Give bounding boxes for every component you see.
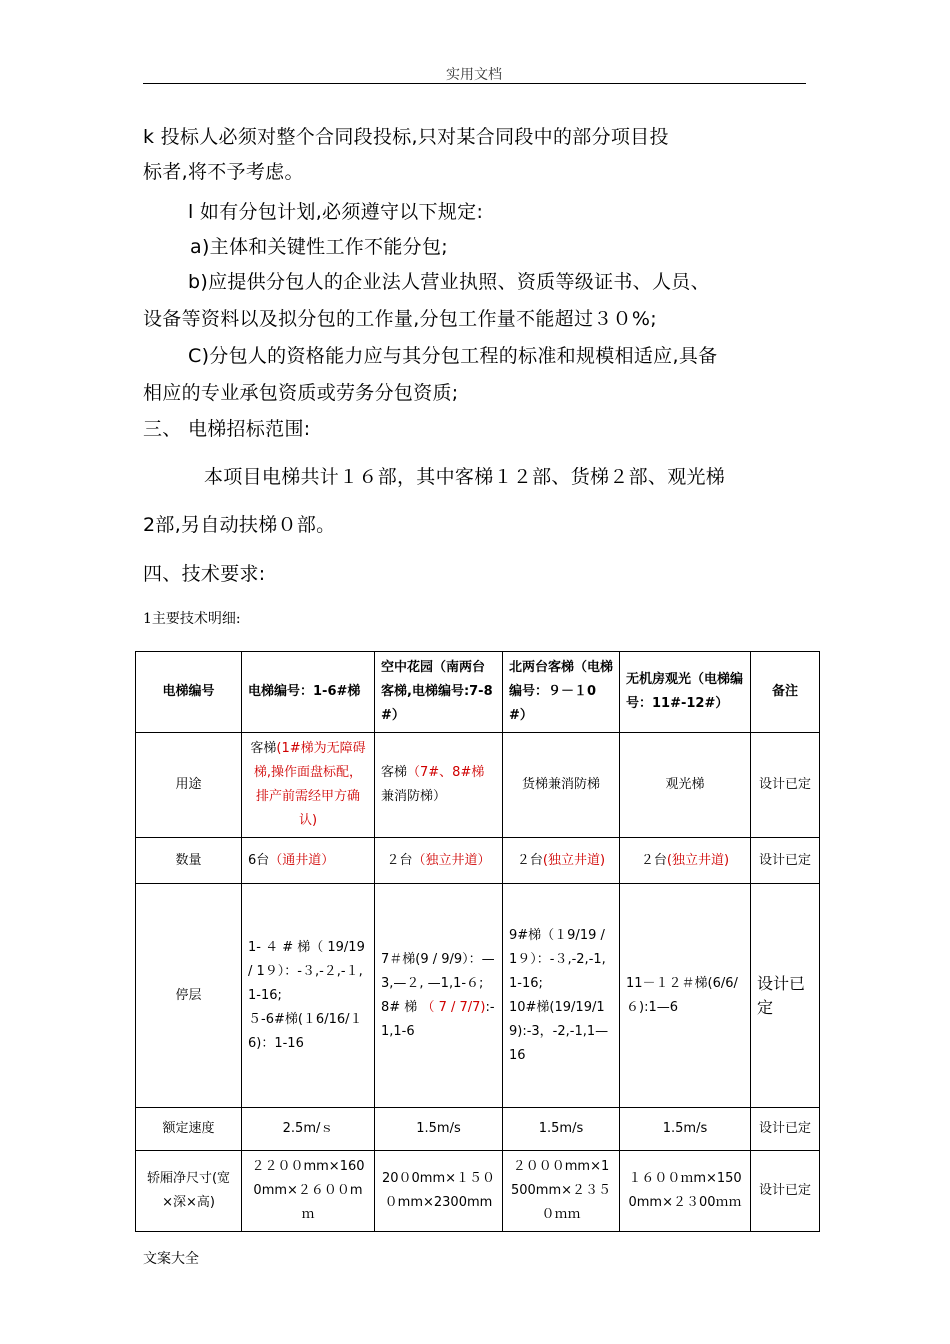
header-cell: 无机房观光（电梯编号：11#-12#）: [620, 652, 751, 733]
paragraph-scope-line1: 本项目电梯共计１６部，其中客梯１２部、货梯２部、观光梯: [204, 466, 726, 488]
table-row-stops: [136, 884, 820, 1108]
paragraph-k-line2: 标者,将不予考虑。: [143, 161, 304, 183]
table-cell: 观光梯: [620, 733, 751, 838]
cell-red-note: （ 7 / 7/7): [421, 999, 486, 1015]
paragraph-l: l 如有分包计划,必须遵守以下规定:: [188, 201, 484, 223]
table-row-qty: [136, 838, 820, 884]
table-cell: 20０0mm×１５００mm×2300mm: [375, 1151, 503, 1232]
page-footer: 文案大全: [143, 1251, 199, 1267]
table-cell: [375, 838, 503, 884]
cell-red-note: (独立井道): [542, 852, 606, 868]
row-label: 用途: [136, 733, 242, 838]
table-cell: [242, 733, 375, 838]
paragraph-c-line2: 相应的专业承包资质或劳务分包资质;: [143, 382, 459, 404]
cell-text: 8# 梯: [381, 999, 422, 1015]
table-cell: 9#梯（１9/19 / 1９）：-３,-2,-1,1-16; 10#梯(19/19/19):-3，-2,-1,1—16: [503, 884, 620, 1108]
table-cell: [242, 838, 375, 884]
table-cell: 货梯兼消防梯: [503, 733, 620, 838]
page-header: 实用文档: [446, 67, 502, 83]
table-cell: ２０００mm×1500mm×２３５０ｍｍ: [503, 1151, 620, 1232]
row-label: 停层: [136, 884, 242, 1108]
cell-text: 客梯: [381, 765, 408, 780]
header-cell: 备注: [751, 652, 820, 733]
header-cell: 电梯编号: [136, 652, 242, 733]
row-label: 轿厢净尺寸(宽×深×高): [136, 1151, 242, 1232]
table-cell: １６００ｍm×1500mm×２３00ｍｍ: [620, 1151, 751, 1232]
table-cell: [375, 733, 503, 838]
table-cell: 1.5m/s: [503, 1108, 620, 1151]
table-cell-note: 设计已定: [751, 1108, 820, 1151]
section-heading-4: 四、技术要求:: [143, 563, 266, 585]
cell-red-note: (1#梯为无障碍梯,操作面盘标配，排产前需经甲方确认): [253, 741, 366, 828]
table-cell-note: 设计已定: [751, 1151, 820, 1232]
paragraph-scope-line2: 2部,另自动扶梯０部。: [143, 514, 336, 536]
table-cell: 11－１２＃梯(6/6/６):1—6: [620, 884, 751, 1108]
table-cell: ２２００mm×1600mm×２６００mｍ: [242, 1151, 375, 1232]
paragraph-b-line1: b)应提供分包人的企业法人营业执照、资质等级证书、人员、: [188, 271, 710, 293]
table-cell-note: 设计已定: [751, 838, 820, 884]
cell-text: :-1,1-6: [381, 999, 495, 1039]
table-cell: [620, 838, 751, 884]
table-row-cabin: [136, 1151, 820, 1232]
table-cell-note: 设计已定: [751, 733, 820, 838]
table-cell: 2.5m/ｓ: [242, 1108, 375, 1151]
cell-text: ２台: [516, 852, 543, 868]
table-cell: 1- ４ # 梯（ 19/19 / 1９）：-３,-２,-１,1-16; ５-6#梯(１6/16/１6)：1-16: [242, 884, 375, 1108]
cell-red-note: (独立井道): [666, 852, 730, 868]
table-cell: [375, 884, 503, 1108]
table-row-speed: [136, 1108, 820, 1151]
cell-red-note: （7#、8#梯: [407, 765, 485, 780]
row-label: 数量: [136, 838, 242, 884]
cell-text: ２台: [386, 852, 413, 868]
cell-text: 7＃梯(9 / 9/9）：—3,—２, —1,1-６;: [381, 951, 495, 991]
header-divider: [143, 83, 806, 84]
cell-text: ２台: [640, 852, 667, 868]
table-header-row: [136, 652, 820, 733]
table-cell: 1.5m/s: [620, 1108, 751, 1151]
table-cell: 1.5m/s: [375, 1108, 503, 1151]
table-cell: [503, 838, 620, 884]
table-cell-note: 设计已定: [751, 884, 820, 1108]
paragraph-c-line1: C)分包人的资格能力应与其分包工程的标准和规模相适应,具备: [188, 345, 718, 367]
cell-text: 6台: [248, 852, 270, 868]
table-row-use: [136, 733, 820, 838]
cell-text: 兼消防梯）: [381, 789, 447, 804]
header-cell: 电梯编号：1-6#梯: [242, 652, 375, 733]
spec-table: [135, 651, 820, 1232]
header-cell: 北两台客梯（电梯编号：９－１0#）: [503, 652, 620, 733]
header-cell: 空中花园（南两台客梯,电梯编号:7-8#）: [375, 652, 503, 733]
table-caption: 1主要技术明细:: [143, 611, 241, 627]
row-label: 额定速度: [136, 1108, 242, 1151]
paragraph-a: a)主体和关键性工作不能分包;: [190, 236, 448, 258]
cell-red-note: （独立井道）: [412, 852, 491, 868]
section-heading-3: 三、 电梯招标范围:: [143, 418, 311, 440]
cell-red-note: （通井道）: [269, 852, 335, 868]
paragraph-k-line1: k 投标人必须对整个合同段投标,只对某合同段中的部分项目投: [143, 126, 669, 148]
paragraph-b-line2: 设备等资料以及拟分包的工作量,分包工作量不能超过３０%;: [143, 308, 657, 330]
cell-text: 客梯: [250, 741, 277, 756]
